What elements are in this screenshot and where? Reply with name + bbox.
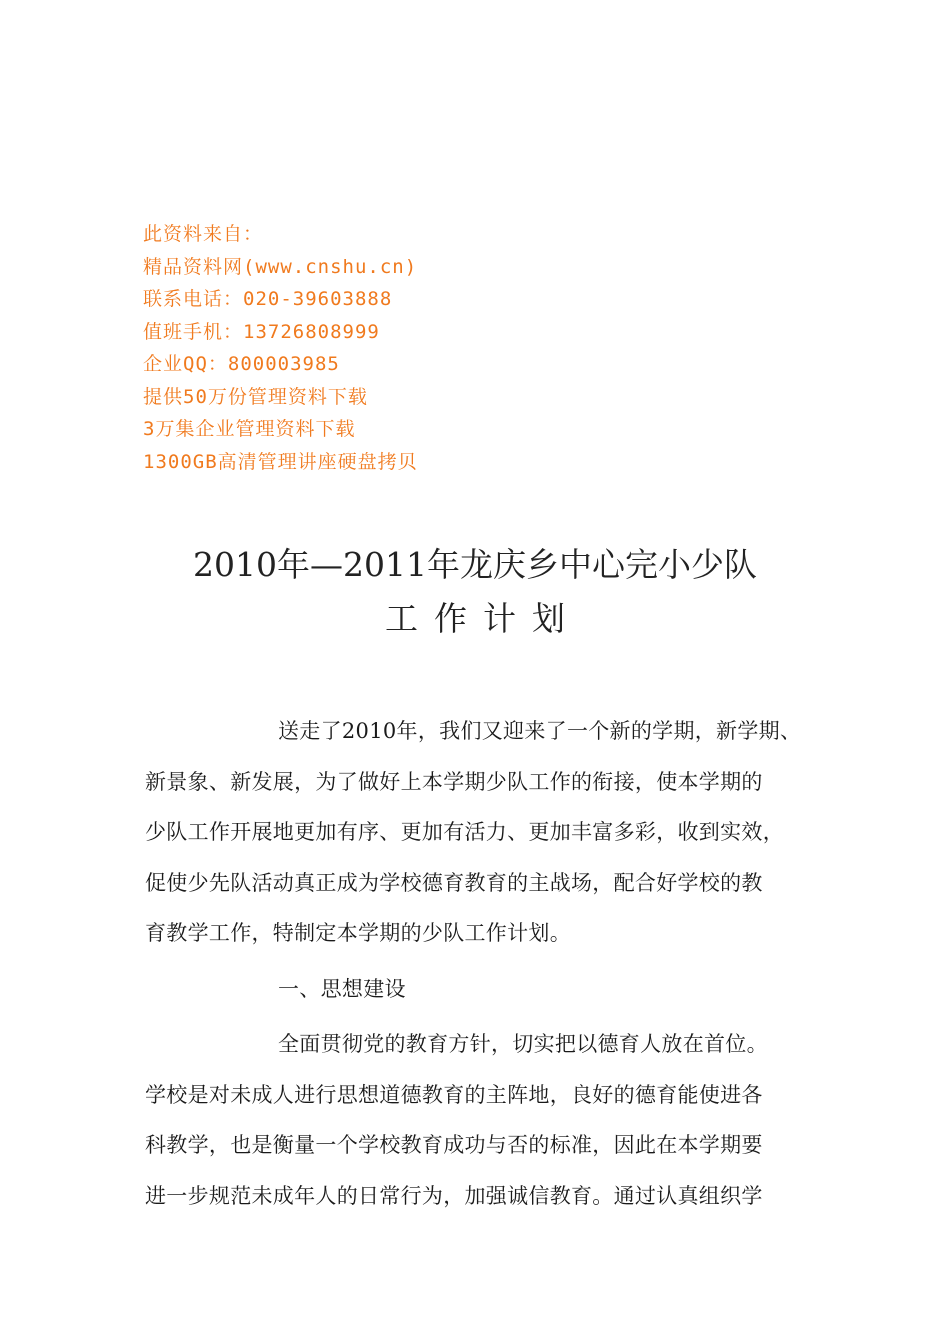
source-line-from: 此资料来自： [143, 223, 264, 245]
title-line-2: 工作计划 [385, 599, 581, 638]
source-info-block [143, 218, 743, 478]
source-line-qq: 企业QQ：800003985 [143, 353, 340, 375]
source-line-website: 精品资料网(www.cnshu.cn) [143, 255, 418, 278]
section-1-heading: 一、思想建设 [278, 976, 406, 1001]
paragraph-2-line: 学校是对未成人进行思想道德教育的主阵地，良好的德育能使进各 [145, 1082, 763, 1107]
source-line-offer-3: 1300GB高清管理讲座硬盘拷贝 [143, 450, 418, 473]
source-line-offer-1: 提供50万份管理资料下载 [143, 385, 368, 408]
paragraph-1-line: 少队工作开展地更加有序、更加有活力、更加丰富多彩，收到实效， [145, 820, 784, 844]
paragraph-1-line: 促使少先队活动真正成为学校德育教育的主战场，配合好学校的教 [145, 870, 763, 895]
paragraph-1-line: 育教学工作，特制定本学期的少队工作计划。 [145, 921, 571, 945]
document-title [0, 540, 950, 648]
paragraph-2-line: 进一步规范未成年人的日常行为，加强诚信教育。通过认真组织学 [145, 1183, 763, 1208]
paragraph-2-line: 全面贯彻党的教育方针，切实把以德育人放在首位。 [278, 1032, 768, 1056]
paragraph-1-line: 新景象、新发展，为了做好上本学期少队工作的衔接，使本学期的 [145, 769, 763, 794]
paragraph-1-line: 送走了2010年，我们又迎来了一个新的学期，新学期、 [278, 719, 802, 743]
document-body [145, 706, 825, 1221]
paragraph-2-line: 科教学，也是衡量一个学校教育成功与否的标准，因此在本学期要 [145, 1133, 763, 1157]
source-line-offer-2: 3万集企业管理资料下载 [143, 418, 356, 440]
title-line-1: 2010年—2011年龙庆乡中心完小少队 [193, 545, 757, 584]
source-line-phone: 联系电话：020-39603888 [143, 288, 393, 310]
source-line-mobile: 值班手机：13726808999 [143, 320, 380, 343]
